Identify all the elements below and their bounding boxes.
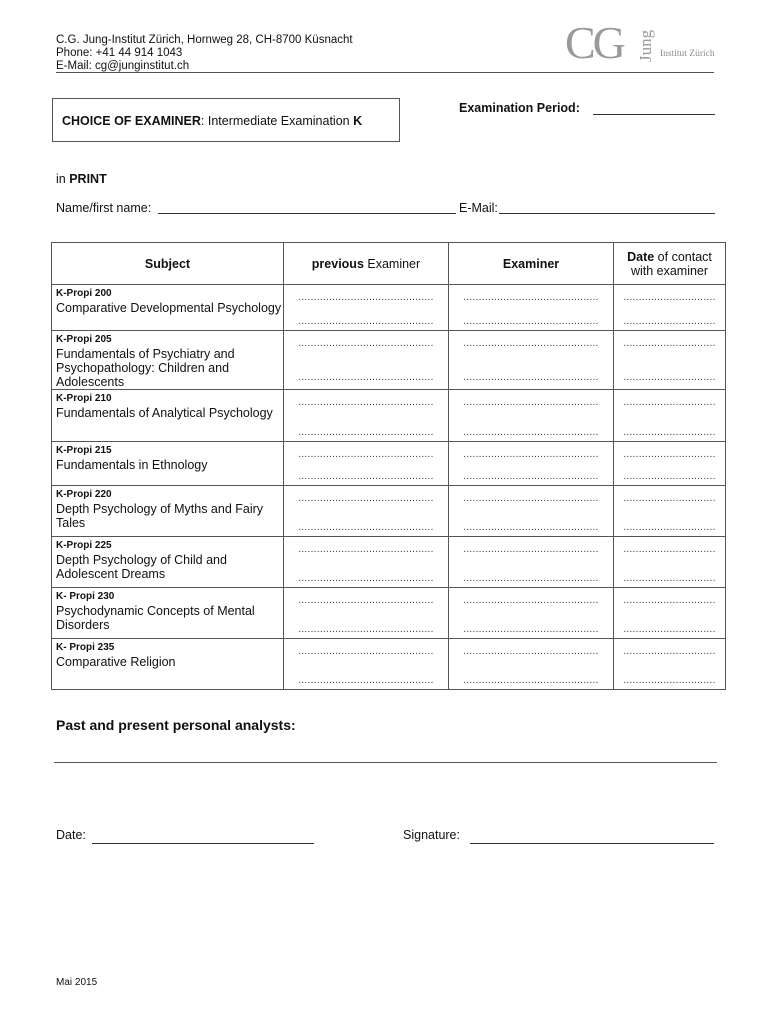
past-analysts-title: Past and present personal analysts: <box>56 717 296 733</box>
examiner-field[interactable]: ............................................ <box>463 647 599 657</box>
form-title-k: K <box>353 114 363 128</box>
table-row <box>52 537 726 588</box>
date-contact-cell <box>614 537 726 588</box>
institute-email: E-Mail: cg@junginstitut.ch <box>56 60 190 72</box>
previous-examiner-cell <box>284 486 449 537</box>
name-label: Name/first name: <box>56 201 152 215</box>
header-examiner <box>449 243 614 285</box>
header-date-rest2: with examiner <box>630 263 709 278</box>
date-contact-field[interactable]: .............................. <box>623 494 716 504</box>
previous-examiner-cell <box>284 639 449 690</box>
examiner-field[interactable]: ............................................ <box>463 574 599 584</box>
previous-examiner-field[interactable]: ............................................ <box>298 317 434 327</box>
name-field[interactable] <box>158 213 456 214</box>
form-title-rest: : Intermediate Examination <box>200 114 354 128</box>
examiner-field[interactable]: ............................................ <box>463 523 599 533</box>
date-field[interactable] <box>92 843 314 844</box>
subject-code: K-Propi 205 <box>56 334 112 345</box>
subject-name: Depth Psychology of Child and Adolescent Dreams <box>56 553 227 581</box>
subject-name: Psychodynamic Concepts of Mental Disorders <box>56 604 255 632</box>
subject-code: K- Propi 230 <box>56 591 115 602</box>
subject-cell <box>52 537 284 588</box>
table-row <box>52 639 726 690</box>
header-previous-bold: previous <box>311 256 364 271</box>
previous-examiner-cell <box>284 537 449 588</box>
previous-examiner-field[interactable]: ............................................ <box>298 450 434 460</box>
subject-name: Depth Psychology of Myths and Fairy Tales <box>56 502 264 530</box>
date-contact-field[interactable]: .............................. <box>623 523 716 533</box>
header-previous-examiner <box>284 243 449 285</box>
examiner-field[interactable]: ............................................ <box>463 428 599 438</box>
previous-examiner-field[interactable]: ............................................ <box>298 574 434 584</box>
examiner-field[interactable]: ............................................ <box>463 676 599 686</box>
examiner-cell <box>449 331 614 390</box>
examiner-cell <box>449 285 614 331</box>
email-label: E-Mail: <box>459 201 498 215</box>
subject-code: K-Propi 215 <box>56 445 112 456</box>
previous-examiner-field[interactable]: ............................................ <box>298 676 434 686</box>
examiner-field[interactable]: ............................................ <box>463 545 599 555</box>
examiner-field[interactable]: ............................................ <box>463 450 599 460</box>
examiner-field[interactable]: ............................................ <box>463 339 599 349</box>
examiner-field[interactable]: ............................................ <box>463 625 599 635</box>
previous-examiner-cell <box>284 331 449 390</box>
header-examiner-label: Examiner <box>502 256 560 271</box>
previous-examiner-field[interactable]: ............................................ <box>298 523 434 533</box>
date-label: Date: <box>56 828 86 842</box>
logo-subtitle: Institut Zürich <box>660 49 715 59</box>
previous-examiner-field[interactable]: ............................................ <box>298 545 434 555</box>
examination-period-label: Examination Period: <box>459 101 580 115</box>
date-contact-field[interactable]: .............................. <box>623 317 716 327</box>
date-contact-cell <box>614 331 726 390</box>
date-contact-field[interactable]: .............................. <box>623 428 716 438</box>
date-contact-field[interactable]: .............................. <box>623 472 716 482</box>
examiner-table <box>51 242 726 690</box>
past-analysts-field[interactable] <box>54 762 717 763</box>
previous-examiner-field[interactable]: ............................................ <box>298 596 434 606</box>
header-subject <box>52 243 284 285</box>
date-contact-field[interactable]: .............................. <box>623 625 716 635</box>
logo-jung: Jung <box>636 29 655 62</box>
previous-examiner-field[interactable]: ............................................ <box>298 472 434 482</box>
examination-period-field[interactable] <box>593 114 715 115</box>
date-contact-field[interactable]: .............................. <box>623 647 716 657</box>
subject-code: K- Propi 235 <box>56 642 115 653</box>
header-subject-label: Subject <box>144 256 191 271</box>
date-contact-field[interactable]: .............................. <box>623 574 716 584</box>
logo-cg: CG <box>565 17 623 68</box>
email-field[interactable] <box>499 213 715 214</box>
subject-code: K-Propi 200 <box>56 288 112 299</box>
previous-examiner-field[interactable]: ............................................ <box>298 293 434 303</box>
print-bold: PRINT <box>69 172 107 186</box>
examiner-field[interactable]: ............................................ <box>463 293 599 303</box>
previous-examiner-field[interactable]: ............................................ <box>298 373 434 383</box>
header-date-contact <box>614 243 726 285</box>
subject-cell <box>52 588 284 639</box>
institute-phone: Phone: +41 44 914 1043 <box>56 47 183 59</box>
previous-examiner-field[interactable]: ............................................ <box>298 428 434 438</box>
date-contact-field[interactable]: .............................. <box>623 450 716 460</box>
examiner-cell <box>449 588 614 639</box>
header-date-bold: Date <box>627 249 655 264</box>
table-row <box>52 442 726 486</box>
print-instruction <box>56 172 107 186</box>
previous-examiner-field[interactable]: ............................................ <box>298 398 434 408</box>
previous-examiner-cell <box>284 285 449 331</box>
table-row <box>52 486 726 537</box>
previous-examiner-field[interactable]: ............................................ <box>298 647 434 657</box>
examiner-cell <box>449 486 614 537</box>
table-row <box>52 588 726 639</box>
examiner-cell <box>449 390 614 442</box>
print-prefix: in <box>56 172 70 186</box>
subject-code: K-Propi 225 <box>56 540 112 551</box>
examiner-field[interactable]: ............................................ <box>463 472 599 482</box>
subject-cell <box>52 331 284 390</box>
subject-name: Fundamentals of Analytical Psychology <box>56 406 273 420</box>
subject-cell <box>52 285 284 331</box>
subject-cell <box>52 390 284 442</box>
table-row <box>52 285 726 331</box>
date-contact-field[interactable]: .............................. <box>623 596 716 606</box>
signature-field[interactable] <box>470 843 714 844</box>
subject-name: Comparative Religion <box>56 655 176 669</box>
subject-code: K-Propi 210 <box>56 393 112 404</box>
subject-cell <box>52 442 284 486</box>
examiner-field[interactable]: ............................................ <box>463 494 599 504</box>
previous-examiner-cell <box>284 390 449 442</box>
header-previous-rest: Examiner <box>363 256 421 271</box>
examiner-field[interactable]: ............................................ <box>463 596 599 606</box>
examiner-cell <box>449 639 614 690</box>
subject-cell <box>52 486 284 537</box>
previous-examiner-field[interactable]: ............................................ <box>298 494 434 504</box>
subject-name: Fundamentals of Psychiatry and Psychopathology: Children and Adolescents <box>56 347 235 389</box>
date-contact-field[interactable]: .............................. <box>623 373 716 383</box>
date-contact-cell <box>614 486 726 537</box>
subject-cell <box>52 639 284 690</box>
subject-name: Comparative Developmental Psychology <box>56 301 282 315</box>
date-contact-field[interactable]: .............................. <box>623 398 716 408</box>
date-contact-cell <box>614 442 726 486</box>
form-title <box>62 114 362 128</box>
subject-name: Fundamentals in Ethnology <box>56 458 208 472</box>
institute-address: C.G. Jung-Institut Zürich, Hornweg 28, CH-8700 Küsnacht <box>56 34 353 46</box>
date-contact-cell <box>614 588 726 639</box>
subject-code: K-Propi 220 <box>56 489 112 500</box>
date-contact-field[interactable]: .............................. <box>623 339 716 349</box>
examiner-cell <box>449 442 614 486</box>
form-title-bold: CHOICE OF EXAMINER <box>62 114 201 128</box>
date-contact-cell <box>614 390 726 442</box>
examiner-cell <box>449 537 614 588</box>
footer-date: Mai 2015 <box>56 977 98 988</box>
signature-label: Signature: <box>403 828 460 842</box>
examiner-field[interactable]: ............................................ <box>463 398 599 408</box>
date-contact-field[interactable]: .............................. <box>623 545 716 555</box>
date-contact-cell <box>614 639 726 690</box>
previous-examiner-cell <box>284 588 449 639</box>
table-row <box>52 331 726 390</box>
previous-examiner-field[interactable]: ............................................ <box>298 625 434 635</box>
previous-examiner-field[interactable]: ............................................ <box>298 339 434 349</box>
date-contact-cell <box>614 285 726 331</box>
table-row <box>52 390 726 442</box>
date-contact-field[interactable]: .............................. <box>623 676 716 686</box>
header-divider <box>56 72 714 73</box>
examiner-field[interactable]: ............................................ <box>463 317 599 327</box>
date-contact-field[interactable]: .............................. <box>623 293 716 303</box>
table-header-row <box>52 243 726 285</box>
header-date-rest1: of contact <box>654 249 712 264</box>
previous-examiner-cell <box>284 442 449 486</box>
examiner-field[interactable]: ............................................ <box>463 373 599 383</box>
